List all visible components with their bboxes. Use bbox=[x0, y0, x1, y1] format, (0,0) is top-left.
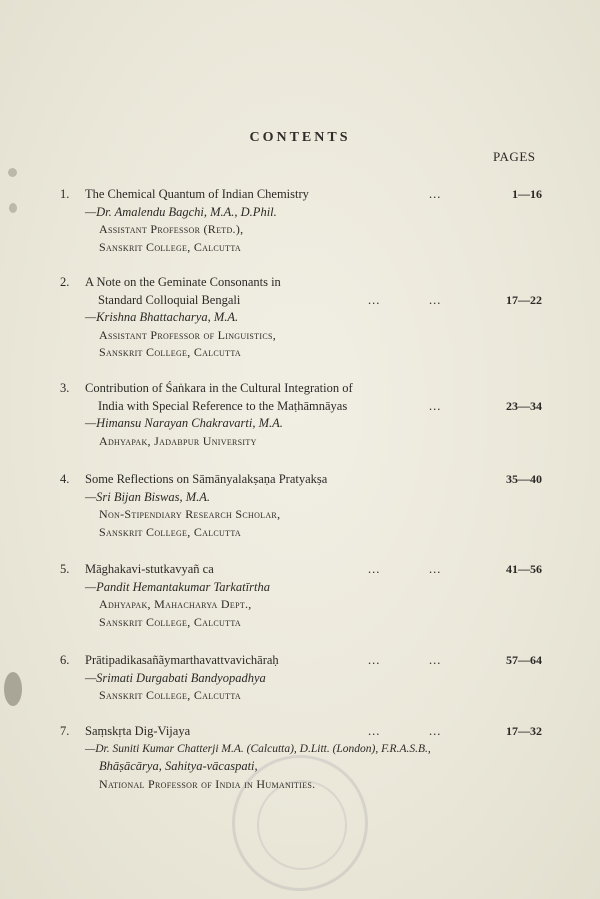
entry-title: Prātipadikasañãymarthavattvavichāraḥ bbox=[85, 653, 279, 667]
entry-author: —Dr. Suniti Kumar Chatterji M.A. (Calcutta), D.Litt. (London), F.R.A.S.B., bbox=[85, 742, 431, 755]
entry-affiliation: Sanskrit College, Calcutta bbox=[99, 345, 241, 359]
entry-affiliation: Adhyapak, Jadabpur University bbox=[99, 433, 257, 448]
entry-affiliation: National Professor of India in Humanities. bbox=[99, 776, 316, 791]
leader-dots: ... bbox=[368, 724, 381, 738]
page-stain bbox=[4, 672, 22, 706]
entry-title: The Chemical Quantum of Indian Chemistry bbox=[85, 187, 309, 201]
toc-entry[interactable] bbox=[60, 723, 550, 793]
entry-pages: 23—34 bbox=[506, 398, 542, 413]
page-stain bbox=[8, 168, 17, 177]
toc-entry[interactable] bbox=[60, 471, 550, 541]
leader-dots: ... bbox=[368, 653, 381, 667]
entry-affiliation: Sanskrit College, Calcutta bbox=[99, 688, 241, 702]
entry-author: —Srimati Durgabati Bandyopadhya bbox=[85, 670, 266, 685]
entry-title: Some Reflections on Sāmānyalakṣaṇa Pratyakṣa bbox=[85, 472, 328, 486]
toc-entry[interactable] bbox=[60, 274, 550, 362]
entry-number: 7. bbox=[60, 724, 70, 738]
toc-entry[interactable] bbox=[60, 652, 550, 705]
leader-dots: ... bbox=[429, 292, 442, 307]
entry-affiliation: Adhyapak, Mahacharya Dept., bbox=[99, 597, 252, 611]
entry-number: 6. bbox=[60, 653, 70, 667]
entry-author-titles: Bhāṣācārya, Sahitya-vācaspati, bbox=[99, 759, 258, 773]
toc-entry[interactable] bbox=[60, 561, 550, 631]
entry-pages: 35—40 bbox=[506, 472, 542, 486]
entry-pages: 1—16 bbox=[512, 187, 542, 201]
toc-entry[interactable] bbox=[60, 380, 550, 450]
entry-title: A Note on the Geminate Consonants in bbox=[85, 275, 281, 289]
entry-affiliation: Sanskrit College, Calcutta bbox=[99, 239, 241, 254]
page-stain bbox=[9, 203, 17, 213]
entry-affiliation: Non-Stipendiary Research Scholar, bbox=[99, 507, 281, 521]
leader-dots: ... bbox=[429, 724, 442, 738]
entry-author: —Dr. Amalendu Bagchi, M.A., D.Phil. bbox=[85, 204, 277, 219]
entry-pages: 57—64 bbox=[506, 653, 542, 667]
leader-dots: ... bbox=[429, 562, 442, 576]
entry-pages: 17—32 bbox=[506, 724, 542, 738]
entry-title-continued: Standard Colloquial Bengali bbox=[98, 292, 241, 307]
leader-dots: ... bbox=[429, 398, 442, 413]
entry-title: Māghakavi-stutkavyañ ca bbox=[85, 562, 214, 576]
entry-number: 5. bbox=[60, 562, 70, 576]
entry-affiliation: Sanskrit College, Calcutta bbox=[99, 524, 241, 539]
entry-pages: 41—56 bbox=[506, 562, 542, 576]
pages-column-heading: PAGES bbox=[493, 149, 536, 164]
entry-author: —Pandit Hemantakumar Tarkatīrtha bbox=[85, 579, 270, 594]
contents-heading: CONTENTS bbox=[249, 130, 351, 145]
entry-author: —Himansu Narayan Chakravarti, M.A. bbox=[85, 416, 283, 430]
leader-dots: ... bbox=[368, 292, 381, 307]
toc-entry[interactable] bbox=[60, 186, 550, 256]
entry-author: —Sri Bijan Biswas, M.A. bbox=[85, 489, 211, 504]
entry-author: —Krishna Bhattacharya, M.A. bbox=[85, 310, 239, 324]
entry-number: 3. bbox=[60, 381, 70, 395]
entry-pages: 17—22 bbox=[506, 292, 542, 307]
entry-title: Contribution of Śaṅkara in the Cultural Integration of bbox=[85, 381, 353, 395]
entry-number: 2. bbox=[60, 275, 70, 289]
leader-dots: ... bbox=[429, 187, 442, 201]
entry-affiliation: Sanskrit College, Calcutta bbox=[99, 614, 241, 629]
entry-title-continued: India with Special Reference to the Maṭhāmnāyas bbox=[98, 398, 348, 413]
entry-affiliation: Assistant Professor of Linguistics, bbox=[99, 327, 277, 342]
entry-number: 4. bbox=[60, 472, 70, 486]
entry-number: 1. bbox=[60, 187, 70, 201]
entry-title: Saṃskṛta Dig-Vijaya bbox=[85, 724, 191, 738]
entry-affiliation: Assistant Professor (Retd.), bbox=[99, 222, 244, 236]
leader-dots: ... bbox=[429, 653, 442, 667]
leader-dots: ... bbox=[368, 562, 381, 576]
